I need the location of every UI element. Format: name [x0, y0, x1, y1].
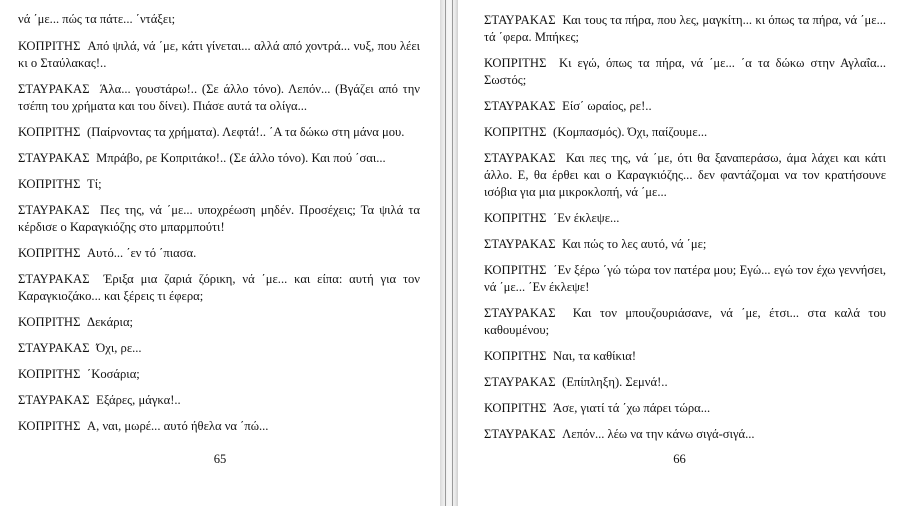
speaker-name: ΚΟΠΡΙΤΗΣ: [18, 246, 81, 260]
dialogue-text: Εξάρες, μάγκα!..: [96, 393, 181, 407]
speaker-name: ΚΟΠΡΙΤΗΣ: [484, 56, 547, 70]
dialogue-text: ΄Εν έκλεψε...: [553, 211, 620, 225]
dialogue-line: [484, 124, 886, 141]
dialogue-line: [18, 340, 420, 357]
dialogue-line: [18, 176, 420, 193]
dialogue-line: [18, 245, 420, 262]
speaker-name: ΣΤΑΥΡΑΚΑΣ: [484, 375, 556, 389]
dialogue-text: Πες της, νά ΄με... υποχρέωση μηδέν. Προσέχεις; Τα ψιλά τα κέρδισε ο Καραγκιόζης στο μπαρμπούτι!: [18, 203, 420, 234]
speaker-name: ΣΤΑΥΡΑΚΑΣ: [484, 151, 556, 165]
right-page: [458, 0, 901, 506]
dialogue-text: Μπράβο, ρε Κοπριτάκο!.. (Σε άλλο τόνο). Και πού ΄σαι...: [96, 151, 386, 165]
speaker-name: ΣΤΑΥΡΑΚΑΣ: [18, 82, 90, 96]
left-page-text: [18, 11, 420, 444]
dialogue-text: Τί;: [87, 177, 102, 191]
dialogue-line: [18, 418, 420, 435]
speaker-name: ΚΟΠΡΙΤΗΣ: [18, 125, 81, 139]
dialogue-text: Και πώς το λες αυτό, νά ΄με;: [562, 237, 707, 251]
speaker-name: ΣΤΑΥΡΑΚΑΣ: [18, 151, 90, 165]
speaker-name: ΚΟΠΡΙΤΗΣ: [484, 349, 547, 363]
dialogue-text: Αυτό... ΄εν τό ΄πιασα.: [87, 246, 197, 260]
dialogue-text: Κι εγώ, όπως τα πήρα, νά ΄με... ΄α τα δώκω στην Αγλαΐα... Σωστός;: [484, 56, 886, 87]
dialogue-text: Άλα... γουστάρω!.. (Σε άλλο τόνο). Λεπόν... (Βγάζει από την τσέπη του χρήματα και του δίνει). Πιάσε αυτά τα ολίγα...: [18, 82, 420, 113]
dialogue-text: Άσε, γιατί τά ΄χω πάρει τώρα...: [553, 401, 711, 415]
speaker-name: ΚΟΠΡΙΤΗΣ: [18, 419, 81, 433]
dialogue-text: Ναι, τα καθίκια!: [553, 349, 637, 363]
page-number: 65: [213, 452, 227, 466]
page-number: 66: [673, 452, 686, 466]
dialogue-line: [18, 38, 420, 72]
gutter-divider: [445, 0, 446, 506]
page-gutter: [440, 0, 458, 506]
dialogue-text: Είσ΄ ωραίος, ρε!..: [562, 99, 652, 113]
speaker-name: ΣΤΑΥΡΑΚΑΣ: [484, 306, 556, 320]
dialogue-text: Α, ναι, μωρέ... αυτό ήθελα να ΄πώ...: [87, 419, 269, 433]
dialogue-line: [18, 202, 420, 236]
continuation-line: νά ΄με... πώς τα πάτε... ΄ντάξει;: [18, 12, 176, 26]
dialogue-line: [484, 426, 886, 443]
gutter-divider: [452, 0, 453, 506]
speaker-name: ΣΤΑΥΡΑΚΑΣ: [18, 341, 90, 355]
speaker-name: ΚΟΠΡΙΤΗΣ: [484, 125, 547, 139]
dialogue-line: [484, 262, 886, 296]
dialogue-text: Δεκάρια;: [87, 315, 134, 329]
dialogue-line: [18, 271, 420, 305]
speaker-name: ΣΤΑΥΡΑΚΑΣ: [484, 237, 556, 251]
speaker-name: ΣΤΑΥΡΑΚΑΣ: [484, 99, 556, 113]
dialogue-line: [484, 400, 886, 417]
dialogue-line: [484, 150, 886, 201]
speaker-name: ΣΤΑΥΡΑΚΑΣ: [18, 203, 90, 217]
left-page: [0, 0, 440, 506]
speaker-name: ΣΤΑΥΡΑΚΑΣ: [484, 427, 556, 441]
dialogue-text: Και πες της, νά ΄με, ότι θα ξαναπεράσω, άμα λάχει και κάτι άλλο. Ε, θα έρθει και ο Καραγκιόζης... δεν φαντάζομαι να τον κρατήσουνε ισόβια για μια μικροκλοπή, νά ΄με...: [484, 151, 887, 199]
right-page-text: [484, 12, 886, 452]
dialogue-text: Και τον μπουζουριάσανε, νά ΄με, έτσι... στα καλά του καθουμένου;: [484, 306, 886, 337]
dialogue-text: ΄Κοσάρια;: [87, 367, 140, 381]
speaker-name: ΣΤΑΥΡΑΚΑΣ: [484, 13, 556, 27]
speaker-name: ΚΟΠΡΙΤΗΣ: [18, 367, 81, 381]
dialogue-line: [18, 150, 420, 167]
dialogue-text: Και τους τα πήρα, που λες, μαγκίτη... κι όπως τα πήρα, νά ΄με... τά ΄φερα. Μπήκες;: [484, 13, 887, 44]
dialogue-text: (Επίπληξη). Σεμνά!..: [562, 375, 668, 389]
dialogue-line: [18, 81, 420, 115]
speaker-name: ΚΟΠΡΙΤΗΣ: [484, 211, 547, 225]
dialogue-line: [18, 314, 420, 331]
dialogue-line: [484, 305, 886, 339]
dialogue-text: Λεπόν... λέω να την κάνω σιγά-σιγά...: [562, 427, 755, 441]
speaker-name: ΚΟΠΡΙΤΗΣ: [18, 177, 81, 191]
dialogue-line: [484, 55, 886, 89]
dialogue-text: ΄Εν ξέρω ΄γώ τώρα τον πατέρα μου; Εγώ... εγώ τον έχω γεννήσει, νά ΄με... ΄Εν έκλεψε!: [484, 263, 886, 294]
speaker-name: ΚΟΠΡΙΤΗΣ: [18, 39, 81, 53]
dialogue-line: [484, 236, 886, 253]
dialogue-line: [18, 124, 420, 141]
dialogue-line: [484, 98, 886, 115]
dialogue-line: [484, 210, 886, 227]
dialogue-line: [18, 366, 420, 383]
dialogue-text: (Παίρνοντας τα χρήματα). Λεφτά!.. ΄Α τα δώκω στη μάνα μου.: [87, 125, 405, 139]
speaker-name: ΚΟΠΡΙΤΗΣ: [484, 263, 547, 277]
speaker-name: ΣΤΑΥΡΑΚΑΣ: [18, 393, 90, 407]
speaker-name: ΚΟΠΡΙΤΗΣ: [18, 315, 81, 329]
dialogue-text: Από ψιλά, νά ΄με, κάτι γίνεται... αλλά από χοντρά... νυξ, που λέει κι ο Σταύλακας!..: [18, 39, 420, 70]
speaker-name: ΚΟΠΡΙΤΗΣ: [484, 401, 547, 415]
speaker-name: ΣΤΑΥΡΑΚΑΣ: [18, 272, 90, 286]
dialogue-line: [484, 12, 886, 46]
dialogue-text: (Κομπασμός). Όχι, παίζουμε...: [553, 125, 708, 139]
dialogue-line: [18, 392, 420, 409]
dialogue-line: [484, 348, 886, 365]
dialogue-text: Όχι, ρε...: [96, 341, 142, 355]
dialogue-line: [484, 374, 886, 391]
dialogue-text: Έριξα μια ζαριά ζόρικη, νά ΄με... και είπα: αυτή για τον Καραγκιοζάκο... και ξέρεις τι έφερα;: [18, 272, 420, 303]
